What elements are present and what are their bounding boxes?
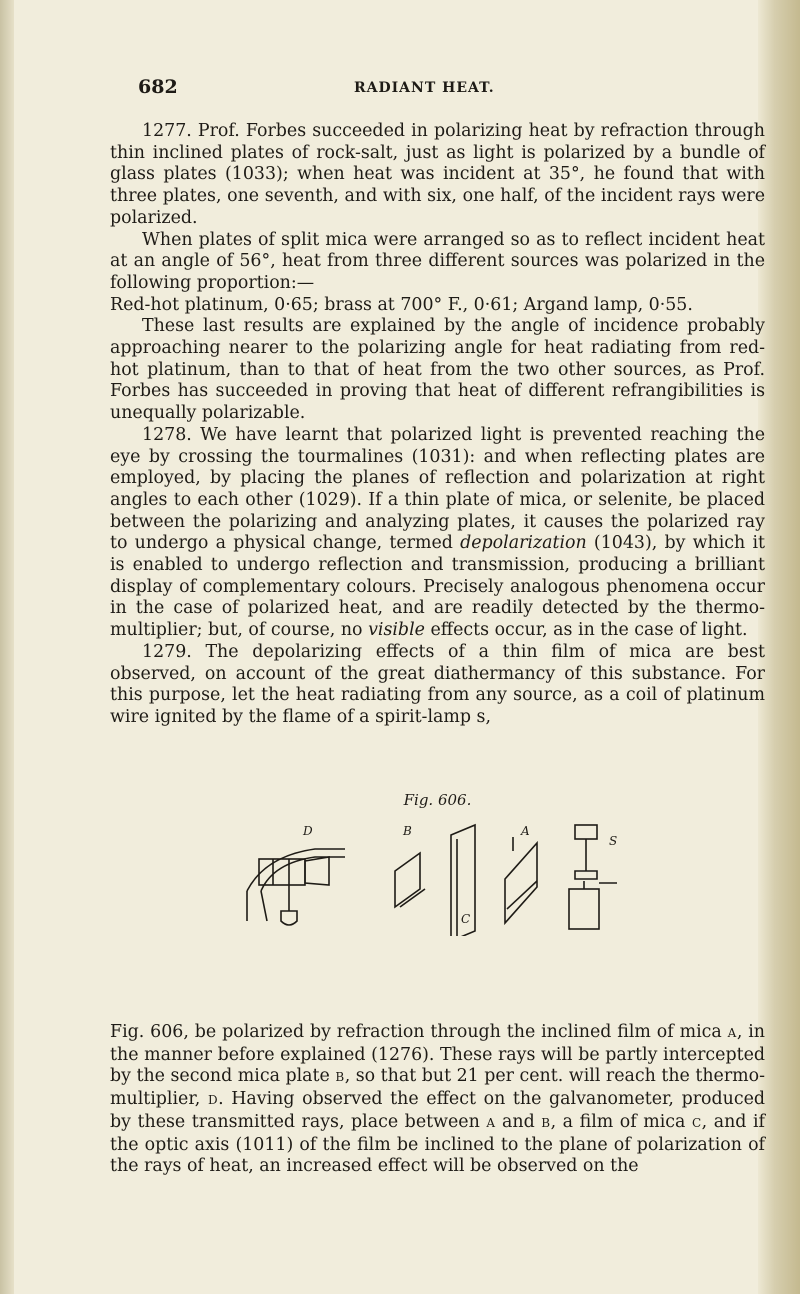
paragraph-1277-results: Red-hot platinum, 0·65; brass at 700° F., 0·61; Argand lamp, 0·55. bbox=[110, 294, 693, 315]
label-c: C bbox=[461, 912, 471, 926]
body-text-lower bbox=[110, 1022, 765, 1178]
ref-a-2: A bbox=[486, 1115, 496, 1130]
paragraph-after-figure bbox=[110, 1022, 765, 1178]
paragraph-1278-part-a: 1278. We have learnt that polarized light is prevented reaching the eye by crossing the tourmalines (1031): and when reflecting plates are employed, by placing the planes of reflection and polarization at right angles to each other (1029). If a thin plate of mica, or selenite, be placed between the polarizing and analyzing plates, it causes the polarized ray to undergo a physical change, termed bbox=[110, 424, 765, 554]
fig-text-f: , and if the optic axis (1011) of the film be inclined to the plane of polarization of the rays of heat, an increased effect will be observed on the bbox=[110, 1111, 765, 1177]
paragraph-1277-explanation: These last results are explained by the angle of incidence probably approaching nearer to the polarizing angle for heat radiating from red-hot platinum, than to that of heat from the two other sources, as Prof. Forbes has succeeded in proving that heat of different refrangibilities is unequally polarizable. bbox=[110, 316, 765, 424]
thermo-multiplier-drawing bbox=[247, 849, 345, 925]
figure-606 bbox=[245, 811, 685, 940]
fig-text-c: , so that but 21 per cent. will reach the thermo-multiplier, bbox=[110, 1066, 765, 1110]
fig-text-d: . Having observed the effect on the galvanometer, produced by these transmitted rays, place between bbox=[110, 1089, 766, 1132]
paragraph-1278 bbox=[110, 425, 765, 642]
paragraph-1277-mica: When plates of split mica were arranged so as to reflect incident heat at an angle of 56°, heat from three different sources was polarized in the following proportion:— bbox=[110, 229, 765, 293]
label-a: A bbox=[521, 824, 530, 838]
ref-d: D bbox=[207, 1093, 219, 1108]
label-s: S bbox=[609, 834, 618, 848]
fig-text-b: , in the manner before explained (1276). These rays will be partly intercepted by the second mica plate bbox=[110, 1022, 765, 1087]
paragraph-1278-part-c: effects occur, as in the case of light. bbox=[430, 620, 748, 641]
ref-b: B bbox=[335, 1070, 345, 1085]
figure-caption: Fig. 606. bbox=[403, 791, 472, 809]
page-header bbox=[138, 76, 768, 106]
term-visible: visible bbox=[368, 620, 425, 641]
apparatus-diagram bbox=[245, 811, 685, 936]
fig-text-and: and bbox=[502, 1111, 535, 1132]
term-depolarization: depolarization bbox=[460, 533, 587, 554]
fig-text-a: Fig. 606, be polarized by refraction through the inclined film of mica bbox=[110, 1022, 722, 1042]
body-text-upper bbox=[110, 121, 765, 729]
label-d: D bbox=[303, 824, 313, 838]
ref-b-2: B bbox=[541, 1115, 551, 1130]
label-b: B bbox=[403, 824, 412, 838]
mica-plate-a-drawing bbox=[505, 837, 537, 923]
page-edge-left bbox=[0, 0, 14, 1294]
ref-a: A bbox=[727, 1026, 737, 1040]
mica-plate-b-drawing bbox=[395, 853, 420, 907]
running-head: RADIANT HEAT. bbox=[354, 80, 495, 96]
paragraph-1277: 1277. Prof. Forbes succeeded in polarizing heat by refraction through thin inclined plates of rock-salt, just as light is polarized by a bundle of glass plates (1033); when heat was incident at 35°, he found that with three plates, one seventh, and with six, one half, of the incident rays were polarized. bbox=[110, 121, 765, 228]
paragraph-1278-part-b: (1043), by which it is enabled to undergo reflection and transmission, producing a brilliant display of complementary colours. Precisely analogous phenomena occur in the case of polarized heat, and are readily detected by the thermo-multiplier; but, of course, no bbox=[110, 533, 765, 641]
fig-text-e: , a film of mica bbox=[550, 1111, 686, 1132]
ref-c: C bbox=[691, 1115, 702, 1130]
page-number: 682 bbox=[138, 76, 178, 98]
paragraph-1279: 1279. The depolarizing effects of a thin film of mica are best observed, on account of the great diathermancy of this substance. For this purpose, let the heat radiating from any source, as a coil of platinum wire ignited by the flame of a spirit-lamp s, bbox=[110, 641, 765, 727]
